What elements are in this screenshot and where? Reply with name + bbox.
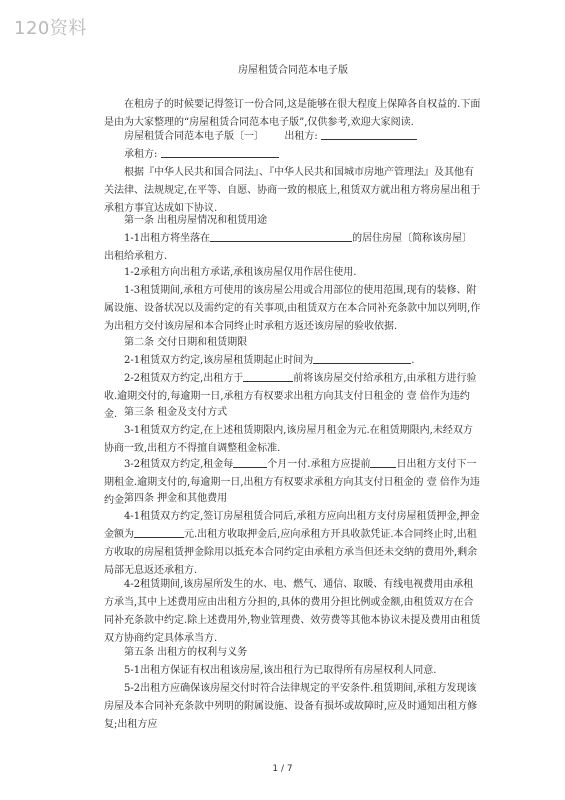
lessee-label: 承租方: (124, 149, 158, 160)
clause-4-2: 4-2租赁期间,该房屋所发生的水、电、燃气、通信、取暖、有线电视费用由承租方承当,其中上述费用应由出租方分担的,具体的费用分担比例或金额,由租赁双方在合同补充条款中约定.除上述费用外,物业管理费、效劳费等其他本协议未提及费用由租赁双方协商约定具体承当方. (104, 579, 481, 644)
lease-term-blank[interactable] (313, 352, 411, 364)
page-number: 1 / 7 (272, 764, 293, 774)
clause-2-2-text-a: 2-2租赁双方约定,出租方于 (124, 373, 244, 384)
clause-2-1-text: 2-1租赁双方约定,该房屋租赁期起止时间为 (124, 355, 314, 366)
lessee-blank[interactable] (161, 146, 279, 158)
lessor-label: 出租方: (284, 131, 318, 142)
clause-5-1: 5-1出租方保证有权出租该房屋,该出租行为已取得所有房屋权利人同意. (124, 665, 437, 676)
article-4-title: 第四条 押金和其他费用 (124, 493, 228, 504)
clause-3-1: 3-1租赁双方约定,在上述租赁期限内,该房屋月租金为元.在租赁期限内,未经双方协商一致,出租方不得擅自调整租金标准. (104, 425, 473, 454)
clause-1-2: 1-2承租方向出租方承诺,承租该房屋仅用作居住使用. (124, 267, 357, 278)
lessee-line (104, 146, 482, 164)
article-5-title: 第五条 出租方的权利与义务 (124, 647, 248, 658)
clause-3-2-text-a: 3-2租赁双方约定,租金每 (124, 459, 234, 470)
clause-5-2: 5-2出租方应确保该房屋交付时符合法律规定的平安条件.租赁期间,承租方发现该房屋及本合同补充条款中列明的附属设施、设备有损坏或故障时,应及时通知出租方修复;出租方应 (104, 683, 478, 730)
clause-4-1 (104, 508, 482, 580)
handover-date-blank[interactable] (243, 370, 293, 382)
article-1-title: 第一条 出租房屋情况和租赁用途 (124, 215, 268, 226)
watermark-logo: 120资料 (14, 18, 87, 39)
clause-2-2-text-b: 前将该房屋交付给承租方,由承租方进行验收.逾期交付的,每逾期一日,承租方有权要求出租方向其支付日租金的 壹 倍作为违约金. (104, 373, 477, 420)
intro-paragraph: 在租房子的时候要记得签订一份合同,这是能够在很大程度上保障各自权益的.下面是由为大家整理的“房屋租赁合同范本电子版”,仅供参考,欢迎大家阅读. (104, 99, 481, 128)
clause-1-1-text-b: 的居住房屋〔简称该房屋〕出租给承租方. (104, 233, 473, 262)
clause-1-1 (104, 230, 482, 266)
clause-2-1: 2-1租赁双方约定,该房屋租赁期起止时间为 . (104, 352, 482, 370)
clause-4-1-text-a: 4-1租赁双方约定,签订房屋租赁合同后,承租方应向出租方支付房屋租赁押金,押金金额为 (104, 511, 480, 540)
lessor-blank[interactable] (321, 128, 417, 140)
contract-heading: 房屋租赁合同范本电子版〔一〕 (124, 131, 264, 142)
advance-days-blank[interactable] (370, 456, 396, 468)
document-title: 房屋租赁合同范本电子版 (238, 65, 348, 76)
deposit-amount-blank[interactable] (134, 526, 184, 538)
contract-heading-line (104, 128, 482, 146)
clause-3-2-text-b: 个月一付.承租方应提前 (267, 459, 371, 470)
clause-4-1-text-b: 元.出租方收取押金后,应向承租方开具收款凭证.本合同终止时,出租方收取的房屋租赁押金除用以抵充本合同约定由承租方承当但还未交纳的费用外,剩余局部无息返还承租方. (104, 529, 478, 576)
pay-cycle-blank[interactable] (233, 456, 267, 468)
clause-1-1-text-a: 1-1出租方将坐落在 (124, 233, 211, 244)
article-2-title: 第二条 交付日期和租赁期限 (124, 337, 248, 348)
address-blank[interactable] (210, 230, 352, 242)
article-3-title: 第三条 租金及支付方式 (124, 407, 228, 418)
clause-1-3: 1-3租赁期间,承租方可使用的该房屋公用或合用部位的使用范围,现有的装修、附属设施、设备状况以及需约定的有关事项,由租赁双方在本合同补充条款中加以列明,作为出租方交付该房屋和本合同终止时承租方返还该房屋的验收依据. (104, 285, 481, 332)
clause-3-2-text-c: 日出租方支付下一期租金.逾期支付的,每逾期一日,出租方有权要求承租方向其支付日租金的 壹 倍作为违约金. (104, 459, 480, 506)
basis-paragraph: 根据『中华人民共和国合同法』、『中华人民共和国城市房地产管理法』及其他有关法律、法规规定,在平等、自愿、协商一致的根底上,租赁双方就出租方将房屋出租于承租方事宜达成如下协议. (104, 167, 481, 214)
